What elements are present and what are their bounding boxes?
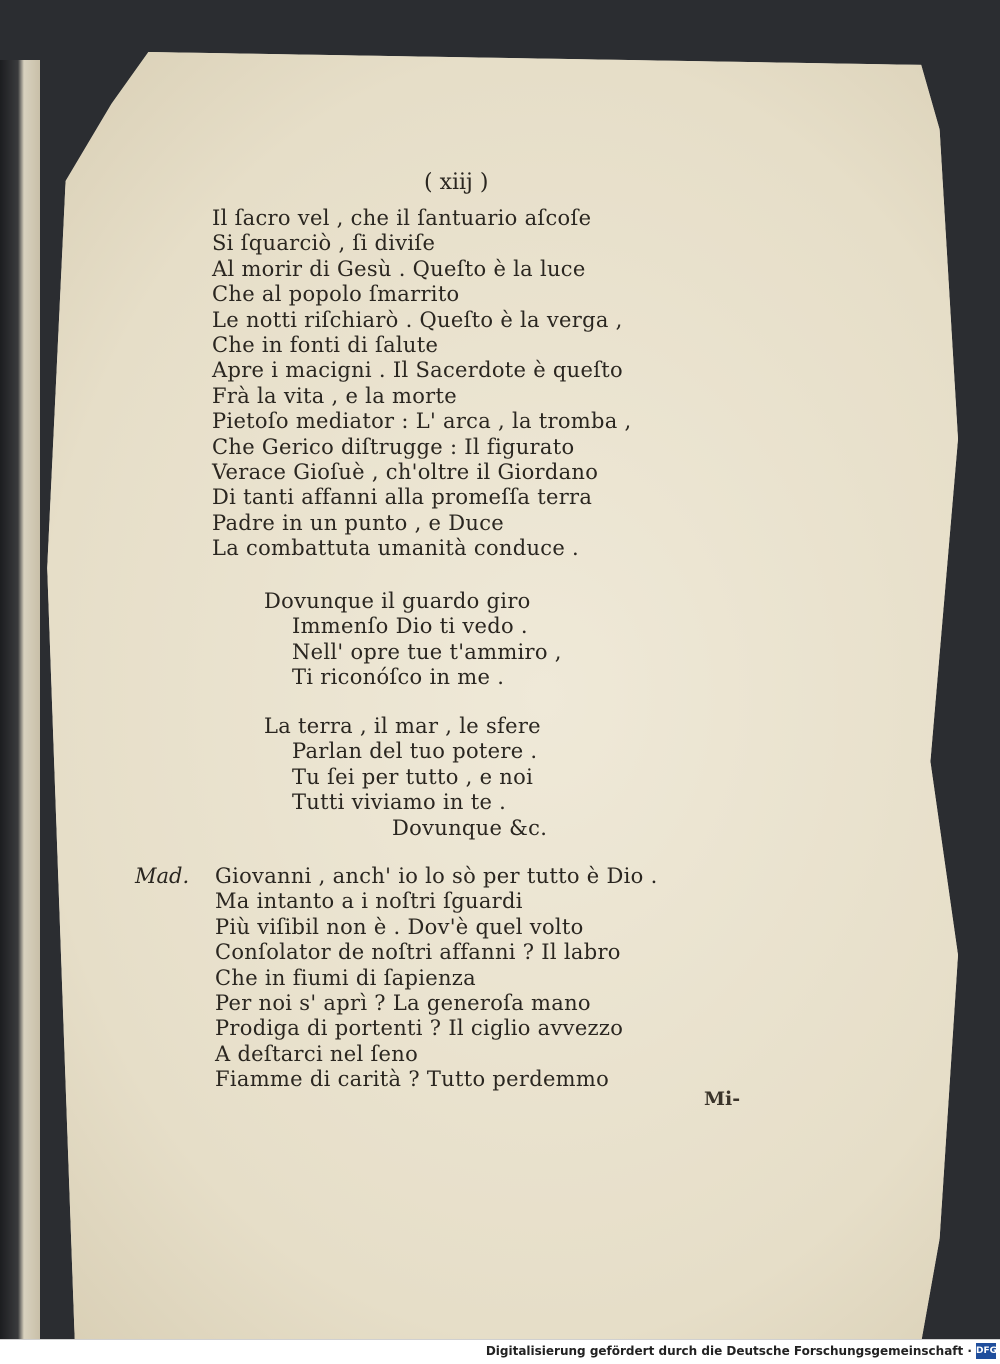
- verse-line: Parlan del tuo potere .: [292, 739, 538, 764]
- page-number: ( xiij ): [424, 170, 489, 195]
- verse-line: Che in fonti di ſalute: [212, 333, 439, 358]
- verse-line: Che in fiumi di ſapienza: [215, 965, 476, 990]
- verse-line: Si ſquarciò , ſi diviſe: [212, 231, 436, 256]
- speech-block: [215, 864, 658, 1093]
- verse-stanza-aria-1: [264, 589, 562, 691]
- verse-stanza-recitative: [212, 206, 632, 562]
- verse-line: Padre in un punto , e Duce: [212, 510, 504, 535]
- verse-line: Tutti viviamo in te .: [292, 790, 507, 815]
- verse-line: Per noi s' aprì ? La generoſa mano: [215, 991, 591, 1016]
- verse-line: Verace Gioſuè , ch'oltre il Giordano: [212, 460, 599, 485]
- dfg-logo-icon: DFG: [976, 1343, 996, 1359]
- verse-line: La combattuta umanità conduce .: [212, 536, 580, 561]
- verse-line: Apre i macigni . Il Sacerdote è queſto: [212, 358, 623, 383]
- verse-line: Dovunque il guardo giro: [264, 589, 531, 613]
- verse-line: Ma intanto a i noſtri ſguardi: [215, 889, 523, 914]
- verse-line: Frà la vita , e la morte: [212, 383, 457, 408]
- verse-line: Le notti riſchiarò . Queſto è la verga ,: [212, 307, 623, 332]
- verse-line: Immenſo Dio ti vedo .: [292, 614, 528, 639]
- catchword: Mi-: [704, 1088, 741, 1110]
- verse-line: Che al popolo ſmarrito: [212, 282, 460, 307]
- verse-line: Conſolator de noſtri affanni ? Il labro: [215, 940, 621, 965]
- verse-line: Il ſacro vel , che il ſantuario aſcoſe: [212, 206, 592, 230]
- verse-line: Di tanti affanni alla promeſſa terra: [212, 485, 593, 510]
- funding-credit: Digitalisierung gefördert durch die Deutsche Forschungsgemeinschaft ·: [485, 1344, 972, 1358]
- verse-line: Pietoſo mediator : L' arca , la tromba ,: [212, 409, 632, 434]
- verse-line: Ti riconóſco in me .: [292, 665, 505, 690]
- verse-line: A deſtarci nel ſeno: [215, 1041, 419, 1066]
- book-spine-edge: [0, 60, 40, 1340]
- verse-line: Giovanni , anch' io lo sò per tutto è Dio .: [215, 864, 658, 888]
- verse-line: Nell' opre tue t'ammiro ,: [292, 639, 562, 664]
- verse-line: Tu ſei per tutto , e noi: [292, 764, 534, 789]
- footer-bar: [0, 1339, 1000, 1364]
- verse-line: Fiamme di carità ? Tutto perdemmo: [215, 1067, 610, 1092]
- verse-line: Al morir di Gesù . Queſto è la luce: [212, 256, 586, 281]
- verse-line: Più viſibil non è . Dov'è quel volto: [215, 914, 584, 939]
- verse-stanza-aria-2: [264, 714, 547, 841]
- verse-line: La terra , il mar , le sfere: [264, 714, 541, 738]
- verse-line: Prodiga di portenti ? Il ciglio avvezzo: [215, 1016, 624, 1041]
- refrain-line: Dovunque &c.: [392, 815, 548, 840]
- speaker-label: Mad.: [135, 864, 190, 888]
- verse-line: Che Gerico diſtrugge : Il figurato: [212, 434, 575, 459]
